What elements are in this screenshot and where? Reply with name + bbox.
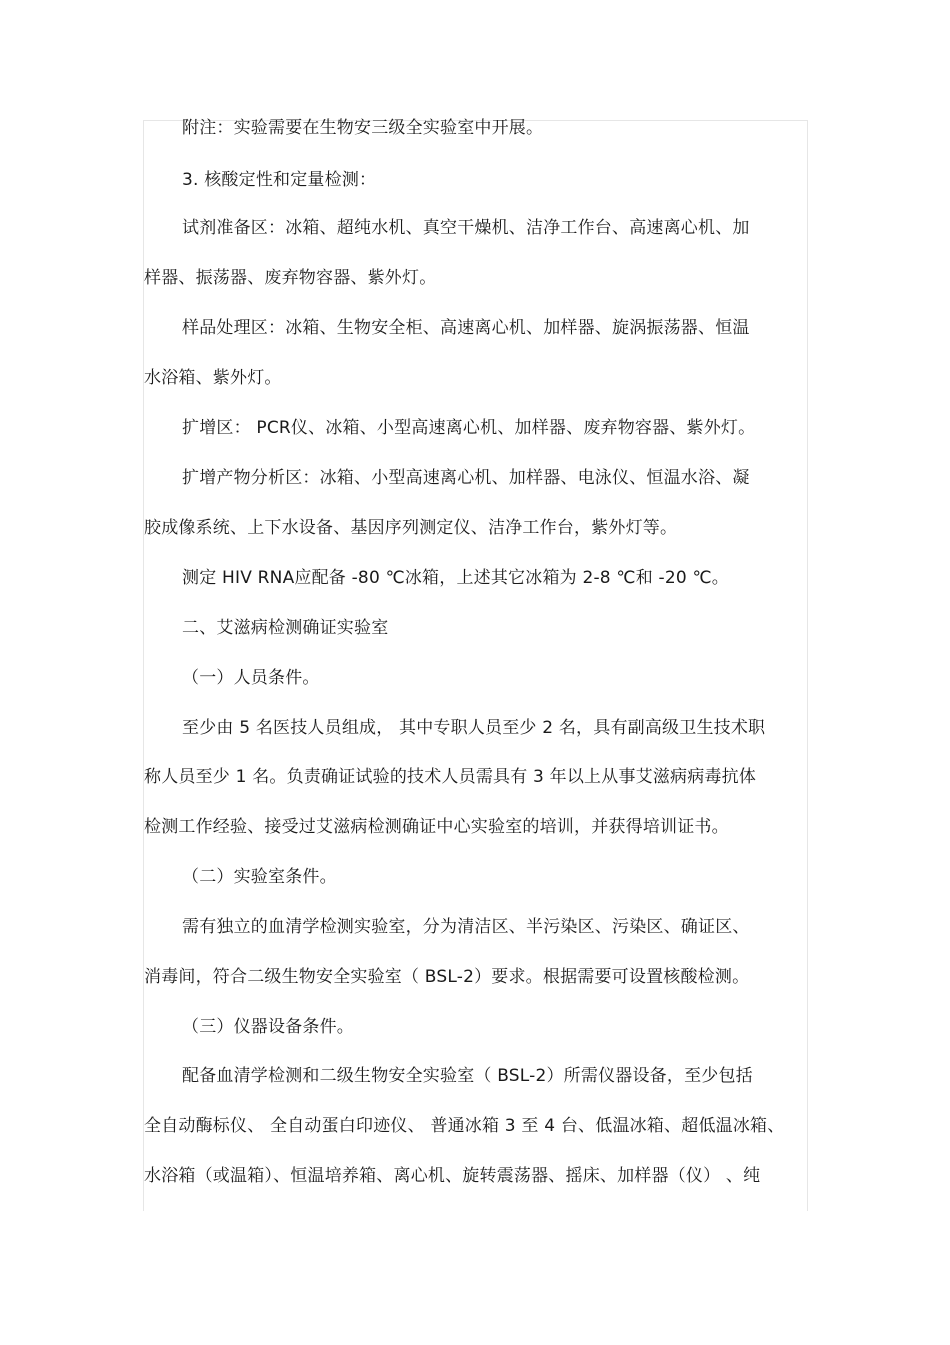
paragraph-line: 至少由 5 名医技人员组成， 其中专职人员至少 2 名，具有副高级卫生技术职 (182, 718, 766, 738)
section-heading-nucleic-acid: 3. 核酸定性和定量检测： (182, 170, 377, 190)
paragraph-line: 试剂准备区：冰箱、超纯水机、真空干燥机、洁净工作台、高速离心机、加 (182, 218, 750, 238)
paragraph-line: 全自动酶标仪、 全自动蛋白印迹仪、 普通冰箱 3 至 4 台、低温冰箱、超低温冰箱、 (144, 1116, 785, 1136)
subsection-heading-lab-conditions: （二）实验室条件。 (182, 867, 337, 887)
paragraph-line: 配备血清学检测和二级生物安全实验室（ BSL-2）所需仪器设备，至少包括 (182, 1066, 753, 1086)
paragraph-line: 样品处理区：冰箱、生物安全柜、高速离心机、加样器、旋涡振荡器、恒温 (182, 318, 750, 338)
paragraph-line: 胶成像系统、上下水设备、基因序列测定仪、洁净工作台，紫外灯等。 (144, 518, 678, 538)
paragraph-line: 检测工作经验、接受过艾滋病检测确证中心实验室的培训，并获得培训证书。 (144, 817, 729, 837)
paragraph-line: 扩增区： PCR仪、冰箱、小型高速离心机、加样器、废弃物容器、紫外灯。 (182, 418, 756, 438)
paragraph-line: 称人员至少 1 名。负责确证试验的技术人员需具有 3 年以上从事艾滋病病毒抗体 (144, 767, 757, 787)
paragraph-line: 扩增产物分析区：冰箱、小型高速离心机、加样器、电泳仪、恒温水浴、凝 (182, 468, 750, 488)
section-heading-confirmation-lab: 二、艾滋病检测确证实验室 (182, 618, 389, 638)
paragraph-line: 消毒间，符合二级生物安全实验室（ BSL-2）要求。根据需要可设置核酸检测。 (144, 967, 750, 987)
paragraph-line: 测定 HIV RNA应配备 -80 ℃冰箱，上述其它冰箱为 2-8 ℃和 -20 ℃。 (182, 568, 729, 588)
paragraph-line: 水浴箱（或温箱）、恒温培养箱、离心机、旋转震荡器、摇床、加样器（仪） 、纯 (144, 1166, 761, 1186)
subsection-heading-equipment: （三）仪器设备条件。 (182, 1017, 354, 1037)
note-line: 附注：实验需要在生物安三级全实验室中开展。 (182, 118, 544, 138)
paragraph-line: 需有独立的血清学检测实验室，分为清洁区、半污染区、污染区、确证区、 (182, 917, 750, 937)
subsection-heading-personnel: （一）人员条件。 (182, 668, 320, 688)
paragraph-line: 水浴箱、紫外灯。 (144, 368, 282, 388)
paragraph-line: 样器、振荡器、废弃物容器、紫外灯。 (144, 268, 437, 288)
